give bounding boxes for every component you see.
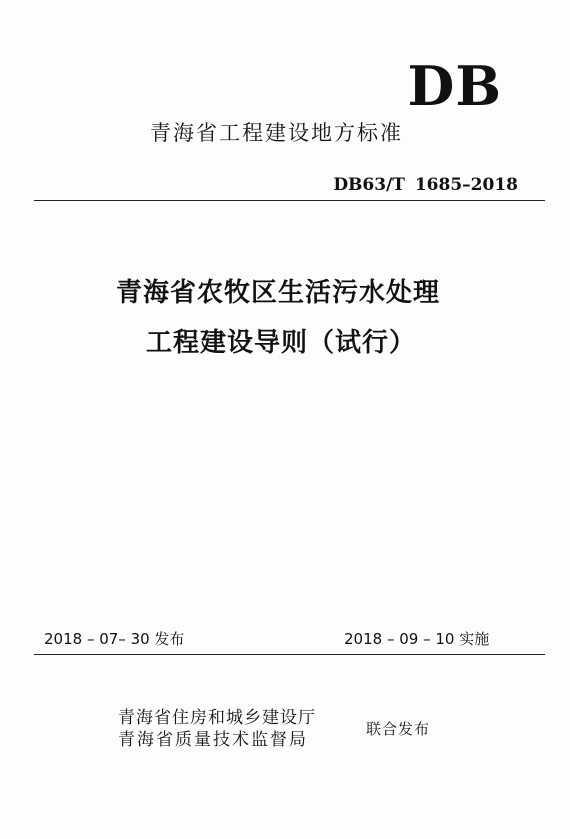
document-title-line-2: 工程建设导则（试行） (146, 328, 417, 358)
issuer-quality-bureau: 青海省质量技术监督局 (118, 730, 308, 750)
implementation-date: 2018 – 09 – 10 实施 (344, 630, 490, 648)
document-title-line-1: 青海省农牧区生活污水处理 (116, 278, 441, 308)
issuer-housing-dept: 青海省住房和城乡建设厅 (118, 708, 316, 728)
db-logo: DB (407, 54, 502, 118)
issue-date: 2018 – 07– 30 发布 (44, 630, 185, 648)
joint-issue-label: 联合发布 (366, 720, 431, 738)
top-divider (34, 200, 545, 201)
standard-number: DB63/T 1685–2018 (333, 175, 518, 195)
standard-category: 青海省工程建设地方标准 (150, 121, 403, 145)
bottom-divider (34, 654, 545, 655)
